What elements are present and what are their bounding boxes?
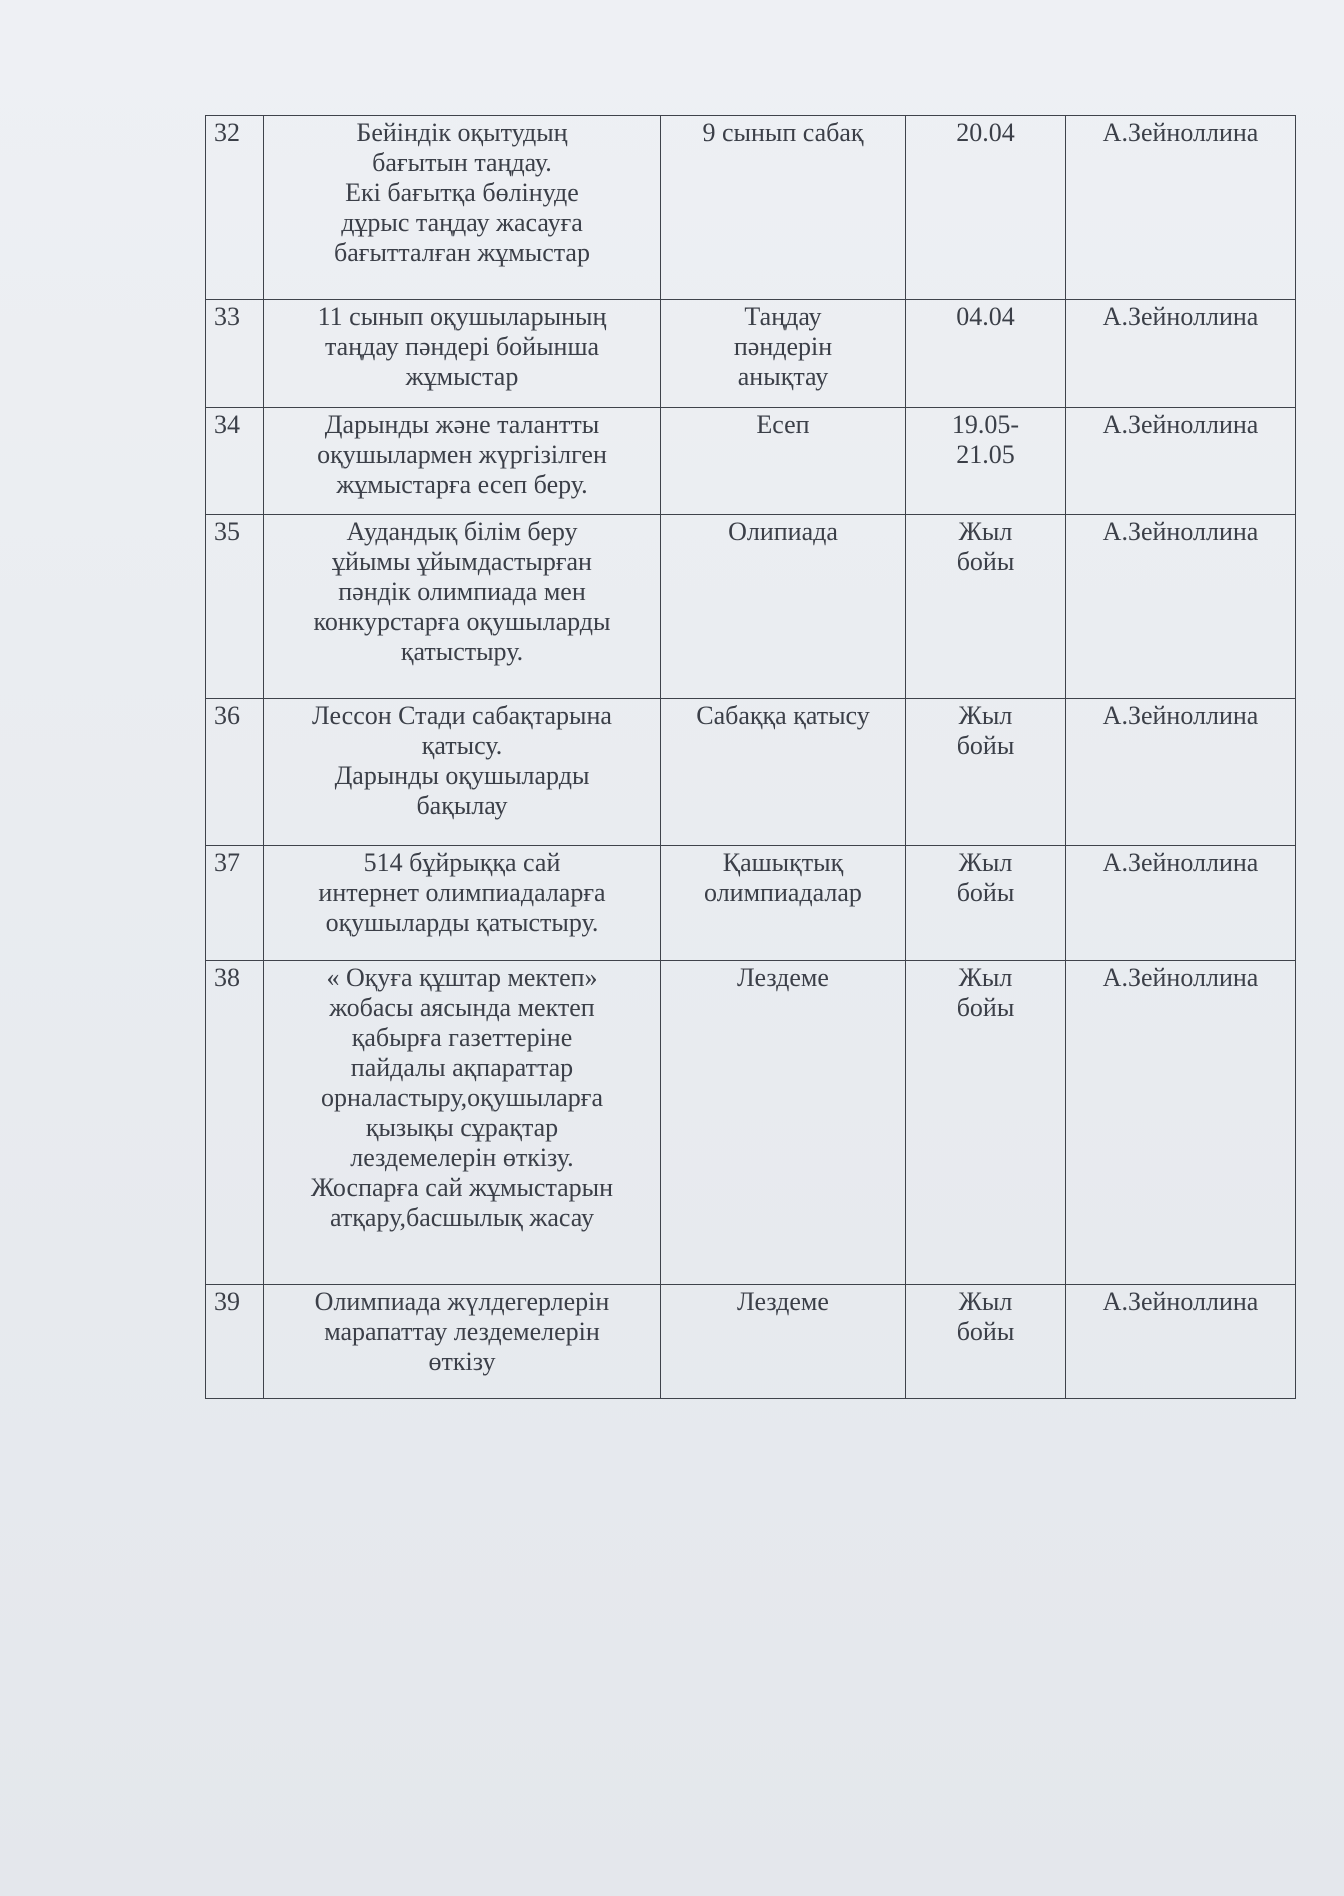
work-form: Лездеме bbox=[661, 961, 906, 1285]
row-number: 33 bbox=[206, 300, 264, 408]
table-row bbox=[206, 961, 1296, 1285]
task-description: Бейіндік оқытудың бағытын таңдау. Екі бағытқа бөлінуде дұрыс таңдау жасауға бағытталған жұмыстар bbox=[264, 116, 661, 300]
responsible-person: А.Зейноллина bbox=[1066, 408, 1296, 515]
row-number: 36 bbox=[206, 699, 264, 846]
task-description: 514 бұйрыққа сай интернет олимпиадаларға оқушыларды қатыстыру. bbox=[264, 846, 661, 961]
work-plan-table bbox=[205, 115, 1296, 1399]
task-description: Аудандық білім беру ұйымы ұйымдастырған пәндік олимпиада мен конкурстарға оқушыларды қатыстыру. bbox=[264, 515, 661, 699]
responsible-person: А.Зейноллина bbox=[1066, 116, 1296, 300]
deadline: Жыл бойы bbox=[906, 1285, 1066, 1399]
row-number: 32 bbox=[206, 116, 264, 300]
responsible-person: А.Зейноллина bbox=[1066, 846, 1296, 961]
table-row bbox=[206, 699, 1296, 846]
table-row bbox=[206, 515, 1296, 699]
responsible-person: А.Зейноллина bbox=[1066, 699, 1296, 846]
row-number: 34 bbox=[206, 408, 264, 515]
work-form: Лездеме bbox=[661, 1285, 906, 1399]
row-number: 38 bbox=[206, 961, 264, 1285]
table-row bbox=[206, 846, 1296, 961]
table-row bbox=[206, 116, 1296, 300]
responsible-person: А.Зейноллина bbox=[1066, 300, 1296, 408]
work-form: Сабаққа қатысу bbox=[661, 699, 906, 846]
task-description: Дарынды және талантты оқушылармен жүргізілген жұмыстарға есеп беру. bbox=[264, 408, 661, 515]
work-form: Қашықтық олимпиадалар bbox=[661, 846, 906, 961]
deadline: Жыл бойы bbox=[906, 515, 1066, 699]
deadline: 04.04 bbox=[906, 300, 1066, 408]
deadline: Жыл бойы bbox=[906, 846, 1066, 961]
task-description: « Оқуға құштар мектеп» жобасы аясында мектеп қабырға газеттеріне пайдалы ақпараттар орналастыру,оқушыларға қызықы сұрақтар лездемелерін өткізу. Жоспарға сай жұмыстарын атқару,басшылық жасау bbox=[264, 961, 661, 1285]
task-description: Олимпиада жүлдегерлерін марапаттау лездемелерін өткізу bbox=[264, 1285, 661, 1399]
work-form: Олипиада bbox=[661, 515, 906, 699]
row-number: 35 bbox=[206, 515, 264, 699]
deadline: Жыл бойы bbox=[906, 961, 1066, 1285]
work-form: 9 сынып сабақ bbox=[661, 116, 906, 300]
row-number: 37 bbox=[206, 846, 264, 961]
responsible-person: А.Зейноллина bbox=[1066, 1285, 1296, 1399]
responsible-person: А.Зейноллина bbox=[1066, 515, 1296, 699]
deadline: 19.05- 21.05 bbox=[906, 408, 1066, 515]
row-number: 39 bbox=[206, 1285, 264, 1399]
work-form: Таңдау пәндерін анықтау bbox=[661, 300, 906, 408]
work-form: Есеп bbox=[661, 408, 906, 515]
deadline: 20.04 bbox=[906, 116, 1066, 300]
table-row bbox=[206, 300, 1296, 408]
task-description: Лессон Стади сабақтарына қатысу. Дарынды оқушыларды бақылау bbox=[264, 699, 661, 846]
task-description: 11 сынып оқушыларының таңдау пәндері бойынша жұмыстар bbox=[264, 300, 661, 408]
deadline: Жыл бойы bbox=[906, 699, 1066, 846]
table-row bbox=[206, 408, 1296, 515]
table-row bbox=[206, 1285, 1296, 1399]
responsible-person: А.Зейноллина bbox=[1066, 961, 1296, 1285]
